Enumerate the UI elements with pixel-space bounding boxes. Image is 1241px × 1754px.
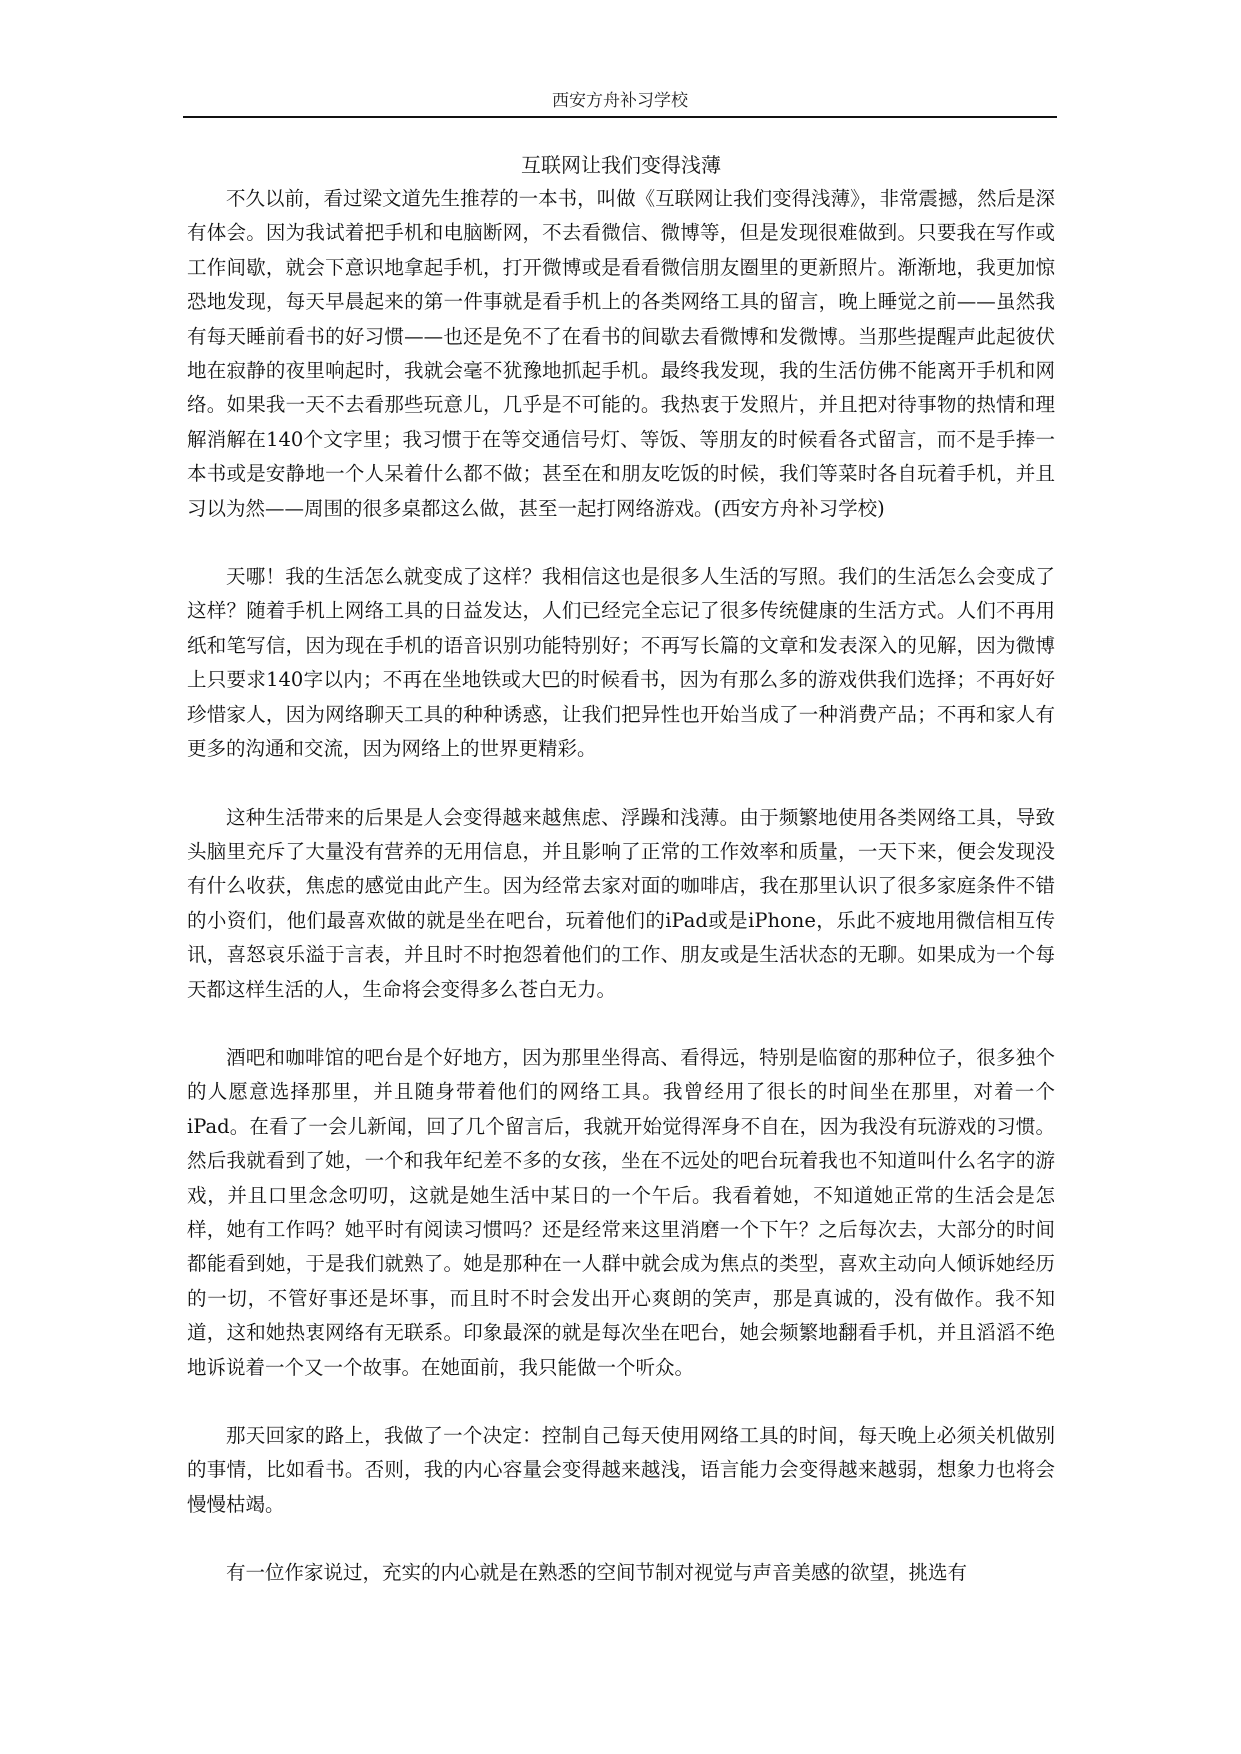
article-title: 互联网让我们变得浅薄 <box>521 153 721 177</box>
paragraph-spacer <box>187 1522 1055 1556</box>
paragraph-4: 酒吧和咖啡馆的吧台是个好地方，因为那里坐得高、看得远，特别是临窗的那种位子，很多独个的人愿意选择那里，并且随身带着他们的网络工具。我曾经用了很长的时间坐在那里，对着一个iPad。在看了一会儿新闻，回了几个留言后，我就开始觉得浑身不自在，因为我没有玩游戏的习惯。然后我就看到了她，一个和我年纪差不多的女孩，坐在不远处的吧台玩着我也不知道叫什么名字的游戏，并且口里念念叨叨，这就是她生活中某日的一个午后。我看着她，不知道她正常的生活会是怎样，她有工作吗？她平时有阅读习惯吗？还是经常来这里消磨一个下午？之后每次去，大部分的时间都能看到她，于是我们就熟了。她是那种在一人群中就会成为焦点的类型，喜欢主动向人倾诉她经历的一切，不管好事还是坏事，而且时不时会发出开心爽朗的笑声，那是真诚的，没有做作。我不知道，这和她热衷网络有无联系。印象最深的就是每次坐在吧台，她会频繁地翻看手机，并且滔滔不绝地诉说着一个又一个故事。在她面前，我只能做一个听众。 <box>187 1045 1055 1379</box>
header-divider <box>183 116 1057 118</box>
paragraph-5: 那天回家的路上，我做了一个决定：控制自己每天使用网络工具的时间，每天晚上必须关机做别的事情，比如看书。否则，我的内心容量会变得越来越浅，语言能力会变得越来越弱，想象力也将会慢慢枯竭。 <box>187 1424 1055 1516</box>
paragraph-3: 这种生活带来的后果是人会变得越来越焦虑、浮躁和浅薄。由于频繁地使用各类网络工具，导致头脑里充斥了大量没有营养的无用信息，并且影响了正常的工作效率和质量，一天下来，便会发现没有什么收获，焦虑的感觉由此产生。因为经常去家对面的咖啡店，我在那里认识了很多家庭条件不错的小资们，他们最喜欢做的就是坐在吧台，玩着他们的iPad或是iPhone，乐此不疲地用微信相互传讯，喜怒哀乐溢于言表，并且时不时抱怨着他们的工作、朋友或是生活状态的无聊。如果成为一个每天都这样生活的人，生命将会变得多么苍白无力。 <box>187 805 1055 1001</box>
paragraph-spacer <box>187 526 1055 560</box>
paragraph-spacer <box>187 1007 1055 1041</box>
paragraph-spacer <box>187 767 1055 801</box>
paragraph-spacer <box>187 1385 1055 1419</box>
paragraph-1: 不久以前，看过梁文道先生推荐的一本书，叫做《互联网让我们变得浅薄》，非常震撼，然后是深有体会。因为我试着把手机和电脑断网，不去看微信、微博等，但是发现很难做到。只要我在写作或工作间歇，就会下意识地拿起手机，打开微博或是看看微信朋友圈里的更新照片。渐渐地，我更加惊恐地发现，每天早晨起来的第一件事就是看手机上的各类网络工具的留言，晚上睡觉之前——虽然我有每天睡前看书的好习惯——也还是免不了在看书的间歇去看微博和发微博。当那些提醒声此起彼伏地在寂静的夜里响起时，我就会毫不犹豫地抓起手机。最终我发现，我的生活仿佛不能离开手机和网络。如果我一天不去看那些玩意儿，几乎是不可能的。我热衷于发照片，并且把对待事物的热情和理解消解在140个文字里；我习惯于在等交通信号灯、等饭、等朋友的时候看各式留言，而不是手捧一本书或是安静地一个人呆着什么都不做；甚至在和朋友吃饭的时候，我们等菜时各自玩着手机，并且习以为然——周围的很多桌都这么做，甚至一起打网络游戏。(西安方舟补习学校) <box>187 187 1055 520</box>
paragraph-6: 有一位作家说过，充实的内心就是在熟悉的空间节制对视觉与声音美感的欲望，挑选有 <box>226 1561 968 1585</box>
paragraph-2: 天哪！我的生活怎么就变成了这样？我相信这也是很多人生活的写照。我们的生活怎么会变成了这样？随着手机上网络工具的日益发达，人们已经完全忘记了很多传统健康的生活方式。人们不再用纸和笔写信，因为现在手机的语音识别功能特别好；不再写长篇的文章和发表深入的见解，因为微博上只要求140字以内；不再在坐地铁或大巴的时候看书，因为有那么多的游戏供我们选择；不再好好珍惜家人，因为网络聊天工具的种种诱惑，让我们把异性也开始当成了一种消费产品；不再和家人有更多的沟通和交流，因为网络上的世界更精彩。 <box>187 565 1055 761</box>
article-body <box>187 148 1055 1591</box>
page-header: 西安方舟补习学校 <box>552 91 688 111</box>
